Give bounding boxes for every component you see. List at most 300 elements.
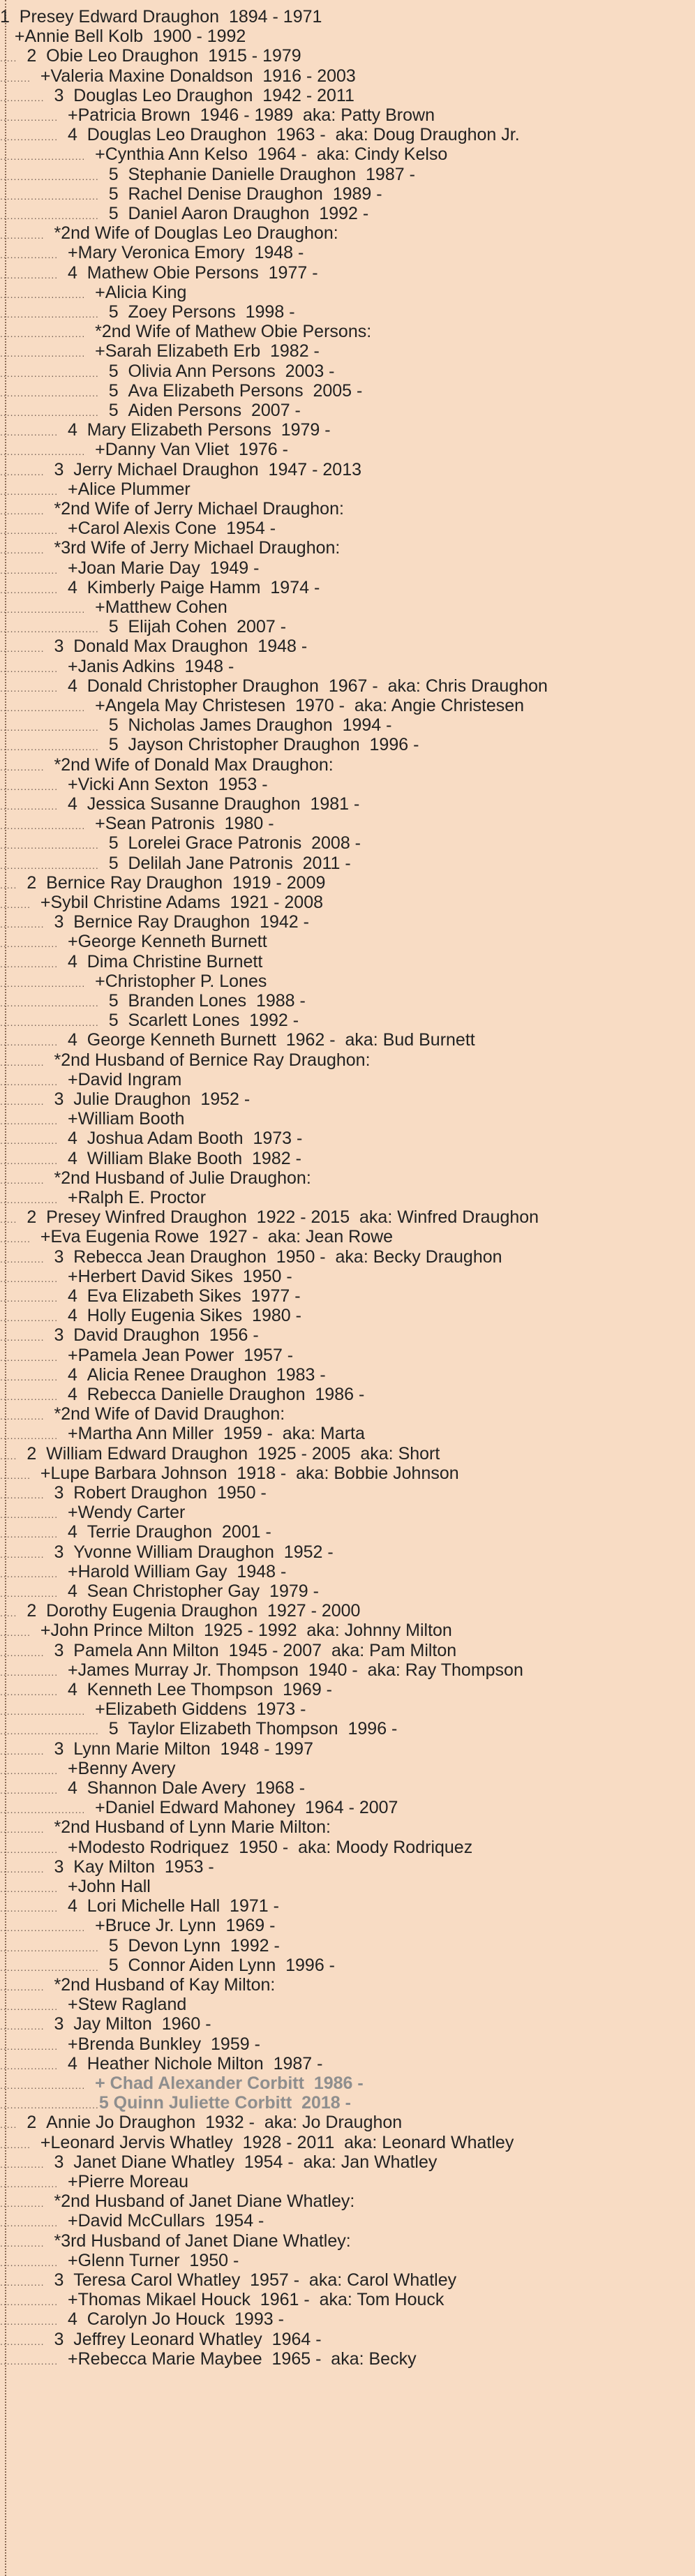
entry-text: 3 Douglas Leo Draughon 1942 - 2011 xyxy=(44,85,354,105)
entry-text: 4 Heather Nichole Milton 1987 - xyxy=(58,2053,323,2074)
entry-text: 4 Alicia Renee Draughon 1983 - xyxy=(58,1364,326,1385)
genealogy-entry xyxy=(0,66,356,87)
indent-dots: ......................... xyxy=(0,446,86,458)
entry-text: *2nd Husband of Julie Draughon: xyxy=(44,1168,311,1188)
genealogy-entry xyxy=(0,7,322,27)
indent-dots: ................. xyxy=(0,1351,59,1363)
indent-dots: ................. xyxy=(0,2178,59,2189)
genealogy-entry xyxy=(0,1896,279,1916)
genealogy-entry xyxy=(0,1522,271,1542)
genealogy-entry xyxy=(0,1168,311,1189)
entry-text: +Danny Van Vliet 1976 - xyxy=(85,440,288,460)
indent-dots: ................. xyxy=(0,1666,59,1678)
genealogy-entry xyxy=(0,2211,264,2231)
entry-text: *2nd Wife of Jerry Michael Draughon: xyxy=(44,499,344,519)
indent-dots: ............. xyxy=(0,1332,45,1343)
genealogy-entry xyxy=(0,1286,301,1306)
indent-dots: ................. xyxy=(0,662,59,674)
entry-text: 3 Rebecca Jean Draughon 1950 - aka: Becky Draughon xyxy=(44,1246,502,1267)
genealogy-entry xyxy=(0,578,320,598)
indent-dots: ............. xyxy=(0,91,45,103)
entry-text: 4 Douglas Leo Draughon 1963 - aka: Doug Draughon Jr. xyxy=(58,125,520,145)
genealogy-entry xyxy=(0,1267,292,1287)
entry-text: *2nd Wife of Donald Max Draughon: xyxy=(44,754,334,775)
genealogy-entry xyxy=(0,1699,306,1720)
indent-dots: ............. xyxy=(0,466,45,477)
indent-dots: ................. xyxy=(0,1430,59,1442)
indent-dots: ......................... xyxy=(0,702,86,713)
indent-dots: ......................... xyxy=(0,820,86,832)
indent-dots: ............. xyxy=(0,1489,45,1501)
genealogy-entry xyxy=(0,2113,402,2133)
genealogy-entry xyxy=(0,932,267,952)
indent-dots: ............. xyxy=(0,1745,45,1757)
indent-dots: ............................. xyxy=(0,1017,99,1029)
indent-dots: ................. xyxy=(0,938,59,950)
entry-text: 5 Aiden Persons 2007 - xyxy=(98,401,301,420)
genealogy-entry xyxy=(0,735,419,755)
genealogy-entry xyxy=(0,2349,417,2369)
genealogy-entry xyxy=(0,1581,319,1602)
indent-dots: ................. xyxy=(0,1588,59,1599)
indent-dots: ................. xyxy=(0,1391,59,1402)
genealogy-entry xyxy=(0,2172,188,2192)
indent-dots: ................. xyxy=(0,1115,59,1127)
entry-text: 3 Teresa Carol Whatley 1957 - aka: Carol Whatley xyxy=(44,2270,457,2290)
indent-dots: ............. xyxy=(0,1174,45,1186)
genealogy-entry xyxy=(0,283,186,303)
indent-dots: ..... xyxy=(0,1607,17,1619)
genealogy-entry xyxy=(0,1188,206,1208)
genealogy-entry xyxy=(0,1444,440,1464)
genealogy-entry xyxy=(0,302,295,322)
entry-text: *2nd Husband of Janet Diane Whatley: xyxy=(44,2191,355,2212)
genealogy-entry xyxy=(0,1070,181,1090)
genealogy-entry xyxy=(0,2191,354,2212)
indent-dots: ............................. xyxy=(0,2099,99,2111)
entry-text: 3 Robert Draughon 1950 - xyxy=(44,1483,267,1503)
indent-dots: ......................... xyxy=(0,1922,86,1934)
genealogy-entry xyxy=(0,676,548,697)
indent-dots: ............................. xyxy=(0,407,99,418)
genealogy-entry xyxy=(0,2152,437,2173)
indent-dots: ............. xyxy=(0,1253,45,1265)
genealogy-entry xyxy=(0,952,262,972)
genealogy-entry xyxy=(0,2270,456,2291)
genealogy-entry xyxy=(0,184,382,204)
genealogy-entry xyxy=(0,1464,459,1484)
entry-text: 2 Obie Leo Draughon 1915 - 1979 xyxy=(17,46,301,66)
genealogy-entry xyxy=(0,1798,398,1818)
genealogy-entry xyxy=(0,1404,285,1424)
genealogy-entry xyxy=(0,2014,211,2034)
genealogy-entry xyxy=(0,263,318,283)
indent-dots: ............................. xyxy=(0,367,99,379)
genealogy-entry xyxy=(0,794,359,814)
entry-text: +Elizabeth Giddens 1973 - xyxy=(85,1699,306,1720)
entry-text: +Thomas Mikael Houck 1961 - aka: Tom Houck xyxy=(58,2290,444,2310)
entry-text: 2 Bernice Ray Draughon 1919 - 2009 xyxy=(17,872,326,893)
genealogy-entry xyxy=(0,204,368,224)
genealogy-entry xyxy=(0,1936,280,1956)
entry-text: 3 Bernice Ray Draughon 1942 - xyxy=(44,912,309,932)
indent-dots: ......................... xyxy=(0,151,86,163)
entry-text: 2 Dorothy Eugenia Draughon 1927 - 2000 xyxy=(17,1601,361,1621)
genealogy-entry xyxy=(0,1207,539,1228)
genealogy-entry xyxy=(0,657,234,677)
entry-text: *3rd Husband of Janet Diane Whatley: xyxy=(44,2231,351,2251)
genealogy-entry xyxy=(0,814,274,834)
genealogy-entry xyxy=(0,1030,475,1050)
genealogy-entry xyxy=(0,2133,514,2153)
genealogy-entry xyxy=(0,2251,239,2271)
entry-text: 4 Kimberly Paige Hamm 1974 - xyxy=(58,577,320,597)
entry-text: *2nd Husband of Bernice Ray Draughon: xyxy=(44,1050,371,1070)
entry-text: 3 Jerry Michael Draughon 1947 - 2013 xyxy=(44,459,361,479)
entry-text: +George Kenneth Burnett xyxy=(58,932,267,952)
indent-dots: ............. xyxy=(0,1410,45,1422)
indent-dots: ......... xyxy=(0,2138,31,2150)
genealogy-entry xyxy=(0,1877,151,1897)
indent-dots: ............................. xyxy=(0,1942,99,1953)
genealogy-entry xyxy=(0,1542,334,1563)
indent-dots: ............. xyxy=(0,2020,45,2032)
genealogy-entry xyxy=(0,1346,293,1366)
entry-text: +David McCullars 1954 - xyxy=(58,2211,264,2231)
indent-dots: ................. xyxy=(0,525,59,537)
indent-dots: ................. xyxy=(0,1843,59,1855)
genealogy-entry xyxy=(0,1660,523,1681)
genealogy-entry xyxy=(0,243,304,263)
genealogy-entry xyxy=(0,1995,186,2015)
entry-text: 3 Jay Milton 1960 - xyxy=(44,2014,211,2034)
entry-text: +Glenn Turner 1950 - xyxy=(58,2250,239,2270)
indent-dots: ................. xyxy=(0,485,59,497)
indent-dots: ............. xyxy=(0,2237,45,2249)
indent-dots: ............. xyxy=(0,2198,45,2210)
genealogy-entry xyxy=(0,1759,176,1779)
entry-text: 4 Holly Eugenia Sikes 1980 - xyxy=(58,1306,301,1326)
entry-text: *3rd Wife of Jerry Michael Draughon: xyxy=(44,538,341,558)
indent-dots: ............................. xyxy=(0,840,99,851)
entry-text: +Stew Ragland xyxy=(58,1995,187,2015)
entry-text: 5 Jayson Christopher Draughon 1996 - xyxy=(98,735,419,755)
entry-text: +Leonard Jervis Whatley 1928 - 2011 aka: Leonard Whatley xyxy=(31,2132,514,2152)
entry-text: +Brenda Bunkley 1959 - xyxy=(58,2034,260,2054)
genealogy-entry xyxy=(0,2231,351,2251)
indent-dots: ................. xyxy=(0,2256,59,2268)
entry-text: 3 Donald Max Draughon 1948 - xyxy=(44,636,308,657)
entry-text: +Eva Eugenia Rowe 1927 - aka: Jean Rowe xyxy=(31,1227,394,1247)
indent-dots: ............. xyxy=(0,2335,45,2347)
genealogy-entry xyxy=(0,912,309,932)
indent-dots: ............. xyxy=(0,761,45,773)
indent-dots: ................. xyxy=(0,1509,59,1521)
genealogy-entry xyxy=(0,538,340,558)
indent-dots: ............. xyxy=(0,505,45,516)
entry-text: *2nd Wife of Mathew Obie Persons: xyxy=(85,322,372,342)
entry-text: 4 Jessica Susanne Draughon 1981 - xyxy=(58,794,360,814)
genealogy-entry xyxy=(0,1149,301,1169)
indent-dots: ............................. xyxy=(0,859,99,871)
genealogy-entry xyxy=(0,440,288,460)
genealogy-entry xyxy=(0,2290,444,2310)
entry-text: 5 Zoey Persons 1998 - xyxy=(98,302,295,322)
indent-dots: ................. xyxy=(0,269,59,281)
entry-text: +James Murray Jr. Thompson 1940 - aka: Ray Thompson xyxy=(58,1660,523,1680)
entry-text: *2nd Wife of David Draughon: xyxy=(44,1404,285,1424)
entry-text: +Cynthia Ann Kelso 1964 - aka: Cindy Kelso xyxy=(85,144,448,165)
indent-dots: ................. xyxy=(0,1903,59,1914)
genealogy-entry xyxy=(0,1385,364,1405)
entry-text: +Ralph E. Proctor xyxy=(58,1188,207,1207)
entry-text: 4 Carolyn Jo Houck 1993 - xyxy=(58,2309,284,2330)
entry-text: +Herbert David Sikes 1950 - xyxy=(58,1266,292,1286)
genealogy-entry xyxy=(0,479,190,500)
entry-text: +Angela May Christesen 1970 - aka: Angie Christesen xyxy=(85,696,525,715)
genealogy-entry xyxy=(0,2034,260,2055)
entry-text: 5 Olivia Ann Persons 2003 - xyxy=(98,361,335,381)
indent-dots: ................. xyxy=(0,1135,59,1147)
genealogy-entry xyxy=(0,1778,305,1799)
entry-text: 5 Daniel Aaron Draughon 1992 - xyxy=(98,204,369,223)
genealogy-entry xyxy=(0,1975,275,1995)
entry-text: +Wendy Carter xyxy=(58,1503,186,1523)
indent-dots: ................. xyxy=(0,1686,59,1697)
entry-text: +Matthew Cohen xyxy=(85,597,227,617)
entry-text: 5 Rachel Denise Draughon 1989 - xyxy=(98,184,382,204)
genealogy-entry xyxy=(0,125,520,145)
genealogy-entry xyxy=(0,636,307,657)
indent-dots: ................. xyxy=(0,1075,59,1087)
indent-dots: ............................. xyxy=(0,997,99,1008)
genealogy-entry xyxy=(0,46,301,66)
indent-dots: ................. xyxy=(0,1194,59,1205)
entry-text: 4 Terrie Draughon 2001 - xyxy=(58,1522,271,1542)
entry-text: 3 Janet Diane Whatley 1954 - aka: Jan Whatley xyxy=(44,2152,438,2172)
entry-text: + Chad Alexander Corbitt 1986 - xyxy=(85,2074,364,2093)
entry-text: +Janis Adkins 1948 - xyxy=(58,656,234,676)
entry-text: +Benny Avery xyxy=(58,1758,176,1778)
indent-dots: ......................... xyxy=(0,1706,86,1718)
indent-dots: ............................. xyxy=(0,308,99,320)
indent-dots: ............. xyxy=(0,1863,45,1875)
entry-text: +Pamela Jean Power 1957 - xyxy=(58,1345,294,1365)
entry-text: 5 Elijah Cohen 2007 - xyxy=(98,617,287,637)
genealogy-entry xyxy=(0,1857,214,1877)
indent-dots: ..... xyxy=(0,52,17,64)
indent-dots: ................. xyxy=(0,2296,59,2308)
entry-text: 4 Dima Christine Burnett xyxy=(58,951,263,971)
indent-dots: ................. xyxy=(0,112,59,123)
indent-dots: ..... xyxy=(0,2119,17,2131)
genealogy-entry xyxy=(0,1247,502,1267)
genealogy-entry xyxy=(0,1601,360,1621)
genealogy-entry xyxy=(0,991,306,1011)
indent-dots: ................. xyxy=(0,780,59,792)
indent-dots: ............. xyxy=(0,1824,45,1836)
indent-dots: ............................. xyxy=(0,190,99,202)
entry-text: 5 Connor Aiden Lynn 1996 - xyxy=(98,1955,336,1975)
genealogy-entry xyxy=(0,1680,332,1700)
genealogy-entry xyxy=(0,1365,326,1385)
indent-dots: ......................... xyxy=(0,604,86,615)
entry-text: +John Prince Milton 1925 - 1992 aka: Johnny Milton xyxy=(31,1621,452,1641)
entry-text: 4 Mary Elizabeth Persons 1979 - xyxy=(58,420,331,440)
entry-text: 3 Pamela Ann Milton 1945 - 2007 aka: Pam Milton xyxy=(44,1640,457,1660)
genealogy-entry xyxy=(0,223,338,244)
indent-dots: ......................... xyxy=(0,1804,86,1816)
entry-text: +Sarah Elizabeth Erb 1982 - xyxy=(85,341,320,362)
entry-text: +Alicia King xyxy=(85,282,187,302)
genealogy-entry xyxy=(0,2309,284,2330)
indent-dots: 1 xyxy=(0,7,10,27)
genealogy-entry xyxy=(0,1227,393,1247)
entry-text: +Vicki Ann Sexton 1953 - xyxy=(58,774,268,794)
entry-text: 3 Yvonne William Draughon 1952 - xyxy=(44,1542,334,1562)
genealogy-entry xyxy=(0,1424,365,1444)
genealogy-entry xyxy=(0,1503,185,1523)
indent-dots: ......... xyxy=(0,1469,31,1481)
entry-text: +Pierre Moreau xyxy=(58,2172,189,2191)
genealogy-entry xyxy=(0,165,415,185)
indent-dots: ..... xyxy=(0,1450,17,1461)
genealogy-entry xyxy=(0,1306,301,1326)
genealogy-entry xyxy=(0,873,325,893)
indent-dots: ................. xyxy=(0,1312,59,1324)
genealogy-entry xyxy=(0,893,323,913)
genealogy-entry xyxy=(0,381,362,401)
entry-text: *2nd Husband of Kay Milton: xyxy=(44,1975,276,1995)
genealogy-entry xyxy=(0,1050,371,1071)
entry-text: 5 Nicholas James Draughon 1994 - xyxy=(98,715,392,736)
genealogy-entry xyxy=(0,341,320,362)
entry-text: 2 Presey Winfred Draughon 1922 - 2015 aka: Winfred Draughon xyxy=(17,1207,539,1228)
genealogy-entry xyxy=(0,1109,184,1129)
genealogy-entry xyxy=(0,1916,275,1936)
indent-dots: ............. xyxy=(0,1646,45,1658)
indent-dots: ................. xyxy=(0,1883,59,1894)
entry-text: +Sean Patronis 1980 - xyxy=(85,814,274,834)
indent-dots: ................. xyxy=(0,801,59,812)
indent-dots: ..... xyxy=(0,1214,17,1226)
entry-text: 4 Sean Christopher Gay 1979 - xyxy=(58,1581,319,1601)
indent-dots: ......... xyxy=(0,899,31,910)
indent-dots: ............................. xyxy=(0,210,99,221)
genealogy-entry xyxy=(0,362,335,382)
genealogy-entry xyxy=(0,420,331,440)
indent-dots: ............................. xyxy=(0,741,99,753)
entry-text: +Bruce Jr. Lynn 1969 - xyxy=(85,1916,276,1936)
genealogy-entry xyxy=(0,755,334,775)
indent-dots: ................. xyxy=(0,1764,59,1776)
indent-dots: ................. xyxy=(0,2217,59,2229)
genealogy-entry xyxy=(0,1838,472,1858)
genealogy-entry xyxy=(0,1562,286,1582)
indent-dots: ............. xyxy=(0,918,45,930)
entry-text: 5 Lorelei Grace Patronis 2008 - xyxy=(98,833,361,854)
genealogy-entry xyxy=(0,144,447,165)
entry-text: 4 William Blake Booth 1982 - xyxy=(58,1148,301,1168)
entry-text: 3 David Draughon 1956 - xyxy=(44,1325,259,1346)
genealogy-entry xyxy=(0,597,227,618)
entry-text: 5 Ava Elizabeth Persons 2005 - xyxy=(98,380,363,401)
indent-dots: ......... xyxy=(0,72,31,84)
indent-dots: ............................. xyxy=(0,170,99,182)
indent-dots: ................. xyxy=(0,682,59,694)
indent-dots: ............................. xyxy=(0,1725,99,1737)
entry-text: +Harold William Gay 1948 - xyxy=(58,1561,287,1581)
genealogy-entry xyxy=(0,971,267,992)
indent-dots: ............. xyxy=(0,2158,45,2170)
indent-dots: ............................. xyxy=(0,1961,99,1973)
entry-text: 2 Annie Jo Draughon 1932 - aka: Jo Draughon xyxy=(17,2113,403,2133)
entry-text: 4 Joshua Adam Booth 1973 - xyxy=(58,1129,303,1149)
genealogy-entry xyxy=(0,775,268,795)
entry-text: 3 Julie Draughon 1952 - xyxy=(44,1089,251,1109)
indent-dots: ..... xyxy=(0,879,17,891)
genealogy-entry xyxy=(0,401,301,421)
genealogy-entry xyxy=(0,1011,299,1031)
indent-dots: ................. xyxy=(0,131,59,143)
indent-dots: ................. xyxy=(0,2001,59,2013)
genealogy-entry xyxy=(0,86,354,106)
entry-text: Presey Edward Draughon 1894 - 1971 xyxy=(9,7,322,27)
genealogy-entry xyxy=(0,617,286,637)
indent-dots: ................. xyxy=(0,1371,59,1383)
indent-dots: ................. xyxy=(0,1272,59,1284)
genealogy-entry xyxy=(0,1956,335,1976)
genealogy-entry xyxy=(0,2054,322,2074)
entry-text: 4 Kenneth Lee Thompson 1969 - xyxy=(58,1680,332,1699)
indent-dots: ................. xyxy=(0,1528,59,1540)
entry-text: 3 Kay Milton 1953 - xyxy=(44,1856,214,1877)
entry-text: *2nd Wife of Douglas Leo Draughon: xyxy=(44,223,338,244)
genealogy-entry xyxy=(0,1129,302,1149)
entry-text: +Daniel Edward Mahoney 1964 - 2007 xyxy=(85,1798,398,1818)
indent-dots: ............. xyxy=(0,1548,45,1560)
entry-text: 4 Donald Christopher Draughon 1967 - aka: Chris Draughon xyxy=(58,676,548,696)
entry-text: +Sybil Christine Adams 1921 - 2008 xyxy=(31,893,323,912)
genealogy-entry xyxy=(0,1089,250,1110)
entry-text: +Christopher P. Lones xyxy=(85,971,267,991)
indent-dots: ................. xyxy=(0,426,59,438)
entry-text: +Patricia Brown 1946 - 1989 aka: Patty Brown xyxy=(58,105,435,125)
indent-dots: ............. xyxy=(0,1096,45,1107)
indent-dots: ............. xyxy=(0,2277,45,2288)
indent-dots: ................. xyxy=(0,249,59,261)
entry-text: +David Ingram xyxy=(58,1069,182,1089)
entry-text: 5 Devon Lynn 1992 - xyxy=(98,1935,280,1956)
indent-dots: ................. xyxy=(0,564,59,576)
genealogy-entry xyxy=(0,1325,259,1346)
genealogy-entry xyxy=(0,105,435,126)
genealogy-entry xyxy=(0,558,259,579)
genealogy-entry xyxy=(0,715,391,736)
genealogy-entry xyxy=(0,322,371,342)
indent-dots: ......................... xyxy=(0,328,86,340)
entry-text: 5 Stephanie Danielle Draughon 1987 - xyxy=(98,164,415,184)
genealogy-entry xyxy=(0,1621,452,1641)
entry-text: 3 Lynn Marie Milton 1948 - 1997 xyxy=(44,1739,313,1759)
indent-dots: ................. xyxy=(0,1568,59,1579)
genealogy-entry xyxy=(0,1641,456,1661)
indent-dots: ............................. xyxy=(0,623,99,635)
indent-dots: ............. xyxy=(0,230,45,241)
entry-text: +Carol Alexis Cone 1954 - xyxy=(58,519,276,539)
entry-text: 5 Quinn Juliette Corbitt 2018 - xyxy=(98,2093,351,2113)
indent-dots: ............. xyxy=(0,1981,45,1993)
